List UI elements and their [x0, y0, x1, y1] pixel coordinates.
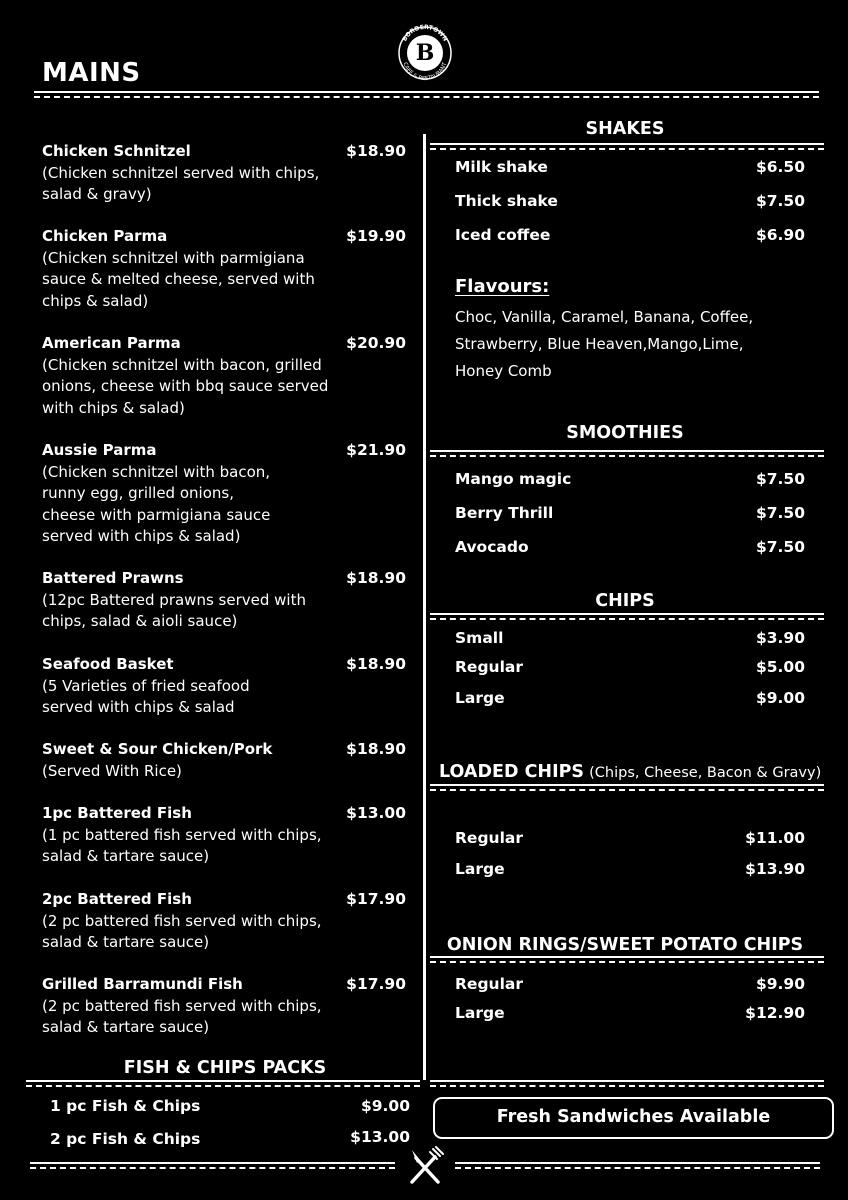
smoothie-row	[455, 504, 805, 522]
column-divider	[423, 134, 426, 1080]
chips-row	[455, 658, 805, 676]
item-price: $20.90	[346, 334, 406, 352]
item-name: Large	[455, 860, 505, 878]
item-price: $19.90	[346, 227, 406, 245]
pack-price: $13.00	[350, 1128, 410, 1146]
loaded-chips-row	[455, 860, 805, 878]
item-name: Berry Thrill	[455, 504, 554, 522]
footer-divider-right	[455, 1162, 820, 1169]
item-description: (1 pc battered fish served with chips, salad & tartare sauce)	[42, 825, 322, 865]
item-name: Chicken Parma	[42, 227, 168, 245]
loaded-chips-title: LOADED CHIPS	[439, 762, 585, 782]
item-price: $17.90	[346, 975, 406, 993]
item-price: $3.90	[755, 629, 805, 647]
chips-row	[455, 689, 805, 707]
header-divider	[34, 91, 819, 98]
shakes-divider	[430, 143, 824, 150]
item-description: (Chicken schnitzel with bacon, runny egg, grilled onions, cheese with parmigiana sauce served with chips & salad)	[42, 462, 271, 545]
chips-title: CHIPS	[595, 591, 655, 611]
footer-divider-left	[30, 1162, 395, 1169]
item-name: Avocado	[455, 538, 529, 556]
item-name: Regular	[455, 975, 523, 993]
item-price: $7.50	[755, 192, 805, 210]
item-price: $18.90	[346, 740, 406, 758]
sandwiches-text: Fresh Sandwiches Available	[496, 1107, 771, 1127]
item-price: $18.90	[346, 569, 406, 587]
logo-tagline: CAFE & RESTAURANT	[401, 61, 449, 83]
menu-item	[42, 568, 412, 633]
menu-item	[42, 141, 412, 206]
logo-initial: B	[415, 40, 435, 66]
onion-rings-row	[455, 975, 805, 993]
item-description: (12pc Battered prawns served with chips, salad & aioli sauce)	[42, 590, 306, 630]
item-name: Sweet & Sour Chicken/Pork	[42, 740, 273, 758]
item-description: (Served With Rice)	[42, 761, 182, 780]
flavours-title: Flavours:	[455, 276, 550, 297]
menu-item	[42, 739, 412, 782]
menu-item	[42, 440, 412, 548]
item-name: American Parma	[42, 334, 181, 352]
item-price: $6.90	[755, 226, 805, 244]
flavours-line: Strawberry, Blue Heaven,Mango,Lime,	[455, 335, 744, 353]
item-price: $6.50	[755, 158, 805, 176]
item-name: Milk shake	[455, 158, 548, 176]
item-price: $11.00	[745, 829, 805, 847]
item-description: (Chicken schnitzel served with chips, salad & gravy)	[42, 163, 320, 203]
item-name: Large	[455, 689, 505, 707]
menu-item	[42, 226, 412, 312]
menu-item	[42, 974, 412, 1039]
sandwiches-banner	[433, 1097, 834, 1139]
item-price: $9.00	[755, 689, 805, 707]
item-price: $9.90	[755, 975, 805, 993]
menu-item	[42, 333, 412, 419]
item-price: $7.50	[755, 504, 805, 522]
item-name: Regular	[455, 658, 523, 676]
mains-title: MAINS	[42, 58, 141, 88]
loaded-chips-subtitle: (Chips, Cheese, Bacon & Gravy)	[589, 765, 822, 781]
item-name: Iced coffee	[455, 226, 551, 244]
loaded-chips-divider	[430, 784, 824, 791]
menu-item	[42, 654, 412, 719]
onion-rings-row	[455, 1004, 805, 1022]
item-description: (2 pc battered fish served with chips, salad & tartare sauce)	[42, 996, 322, 1036]
shakes-title: SHAKES	[585, 119, 665, 139]
pack-name: 1 pc Fish & Chips	[50, 1097, 201, 1115]
item-name: Grilled Barramundi Fish	[42, 975, 243, 993]
loaded-chips-row	[455, 829, 805, 847]
item-description: (Chicken schnitzel with parmigiana sauce & melted cheese, served with chips & salad)	[42, 248, 315, 310]
item-description: (2 pc battered fish served with chips, salad & tartare sauce)	[42, 911, 322, 951]
item-name: Aussie Parma	[42, 441, 157, 459]
item-name: Regular	[455, 829, 523, 847]
right-bottom-divider	[430, 1080, 824, 1087]
item-name: Small	[455, 629, 504, 647]
loaded-chips-heading	[439, 762, 821, 782]
item-price: $18.90	[346, 655, 406, 673]
logo	[396, 22, 454, 84]
item-name: 1pc Battered Fish	[42, 804, 192, 822]
item-price: $13.00	[346, 804, 406, 822]
item-name: 2pc Battered Fish	[42, 890, 192, 908]
item-price: $13.90	[745, 860, 805, 878]
fork-knife-icon	[404, 1146, 446, 1188]
flavours-line: Choc, Vanilla, Caramel, Banana, Coffee,	[455, 308, 754, 326]
menu-item	[42, 889, 412, 954]
logo-emblem	[396, 22, 454, 84]
pack-name: 2 pc Fish & Chips	[50, 1130, 201, 1148]
menu-item	[42, 803, 412, 868]
item-description: (5 Varieties of fried seafood served with chips & salad	[42, 676, 250, 716]
pack-price: $9.00	[360, 1097, 410, 1115]
item-name: Seafood Basket	[42, 655, 174, 673]
shake-row	[455, 158, 805, 176]
item-price: $7.50	[755, 538, 805, 556]
item-name: Thick shake	[455, 192, 558, 210]
flavours-list	[455, 304, 753, 385]
pack-row	[50, 1097, 410, 1115]
item-price: $5.00	[755, 658, 805, 676]
chips-divider	[430, 613, 824, 620]
chips-row	[455, 629, 805, 647]
shake-row	[455, 226, 805, 244]
fish-packs-title: FISH & CHIPS PACKS	[123, 1058, 327, 1078]
pack-row	[50, 1128, 410, 1146]
item-price: $18.90	[346, 142, 406, 160]
item-price: $12.90	[745, 1004, 805, 1022]
item-price: $21.90	[346, 441, 406, 459]
item-price: $7.50	[755, 470, 805, 488]
item-name: Battered Prawns	[42, 569, 184, 587]
onion-rings-divider	[430, 956, 824, 963]
smoothie-row	[455, 470, 805, 488]
fish-packs-divider	[26, 1080, 420, 1087]
item-name: Mango magic	[455, 470, 572, 488]
shake-row	[455, 192, 805, 210]
smoothies-divider	[430, 450, 824, 457]
item-price: $17.90	[346, 890, 406, 908]
smoothie-row	[455, 538, 805, 556]
item-name: Large	[455, 1004, 505, 1022]
flavours-line: Honey Comb	[455, 362, 552, 380]
smoothies-title: SMOOTHIES	[566, 423, 684, 443]
item-name: Chicken Schnitzel	[42, 142, 191, 160]
onion-rings-title: ONION RINGS/SWEET POTATO CHIPS	[446, 935, 804, 955]
item-description: (Chicken schnitzel with bacon, grilled onions, cheese with bbq sauce served with chips & salad)	[42, 355, 329, 417]
logo-brand: BORDERTOWN	[401, 23, 449, 43]
